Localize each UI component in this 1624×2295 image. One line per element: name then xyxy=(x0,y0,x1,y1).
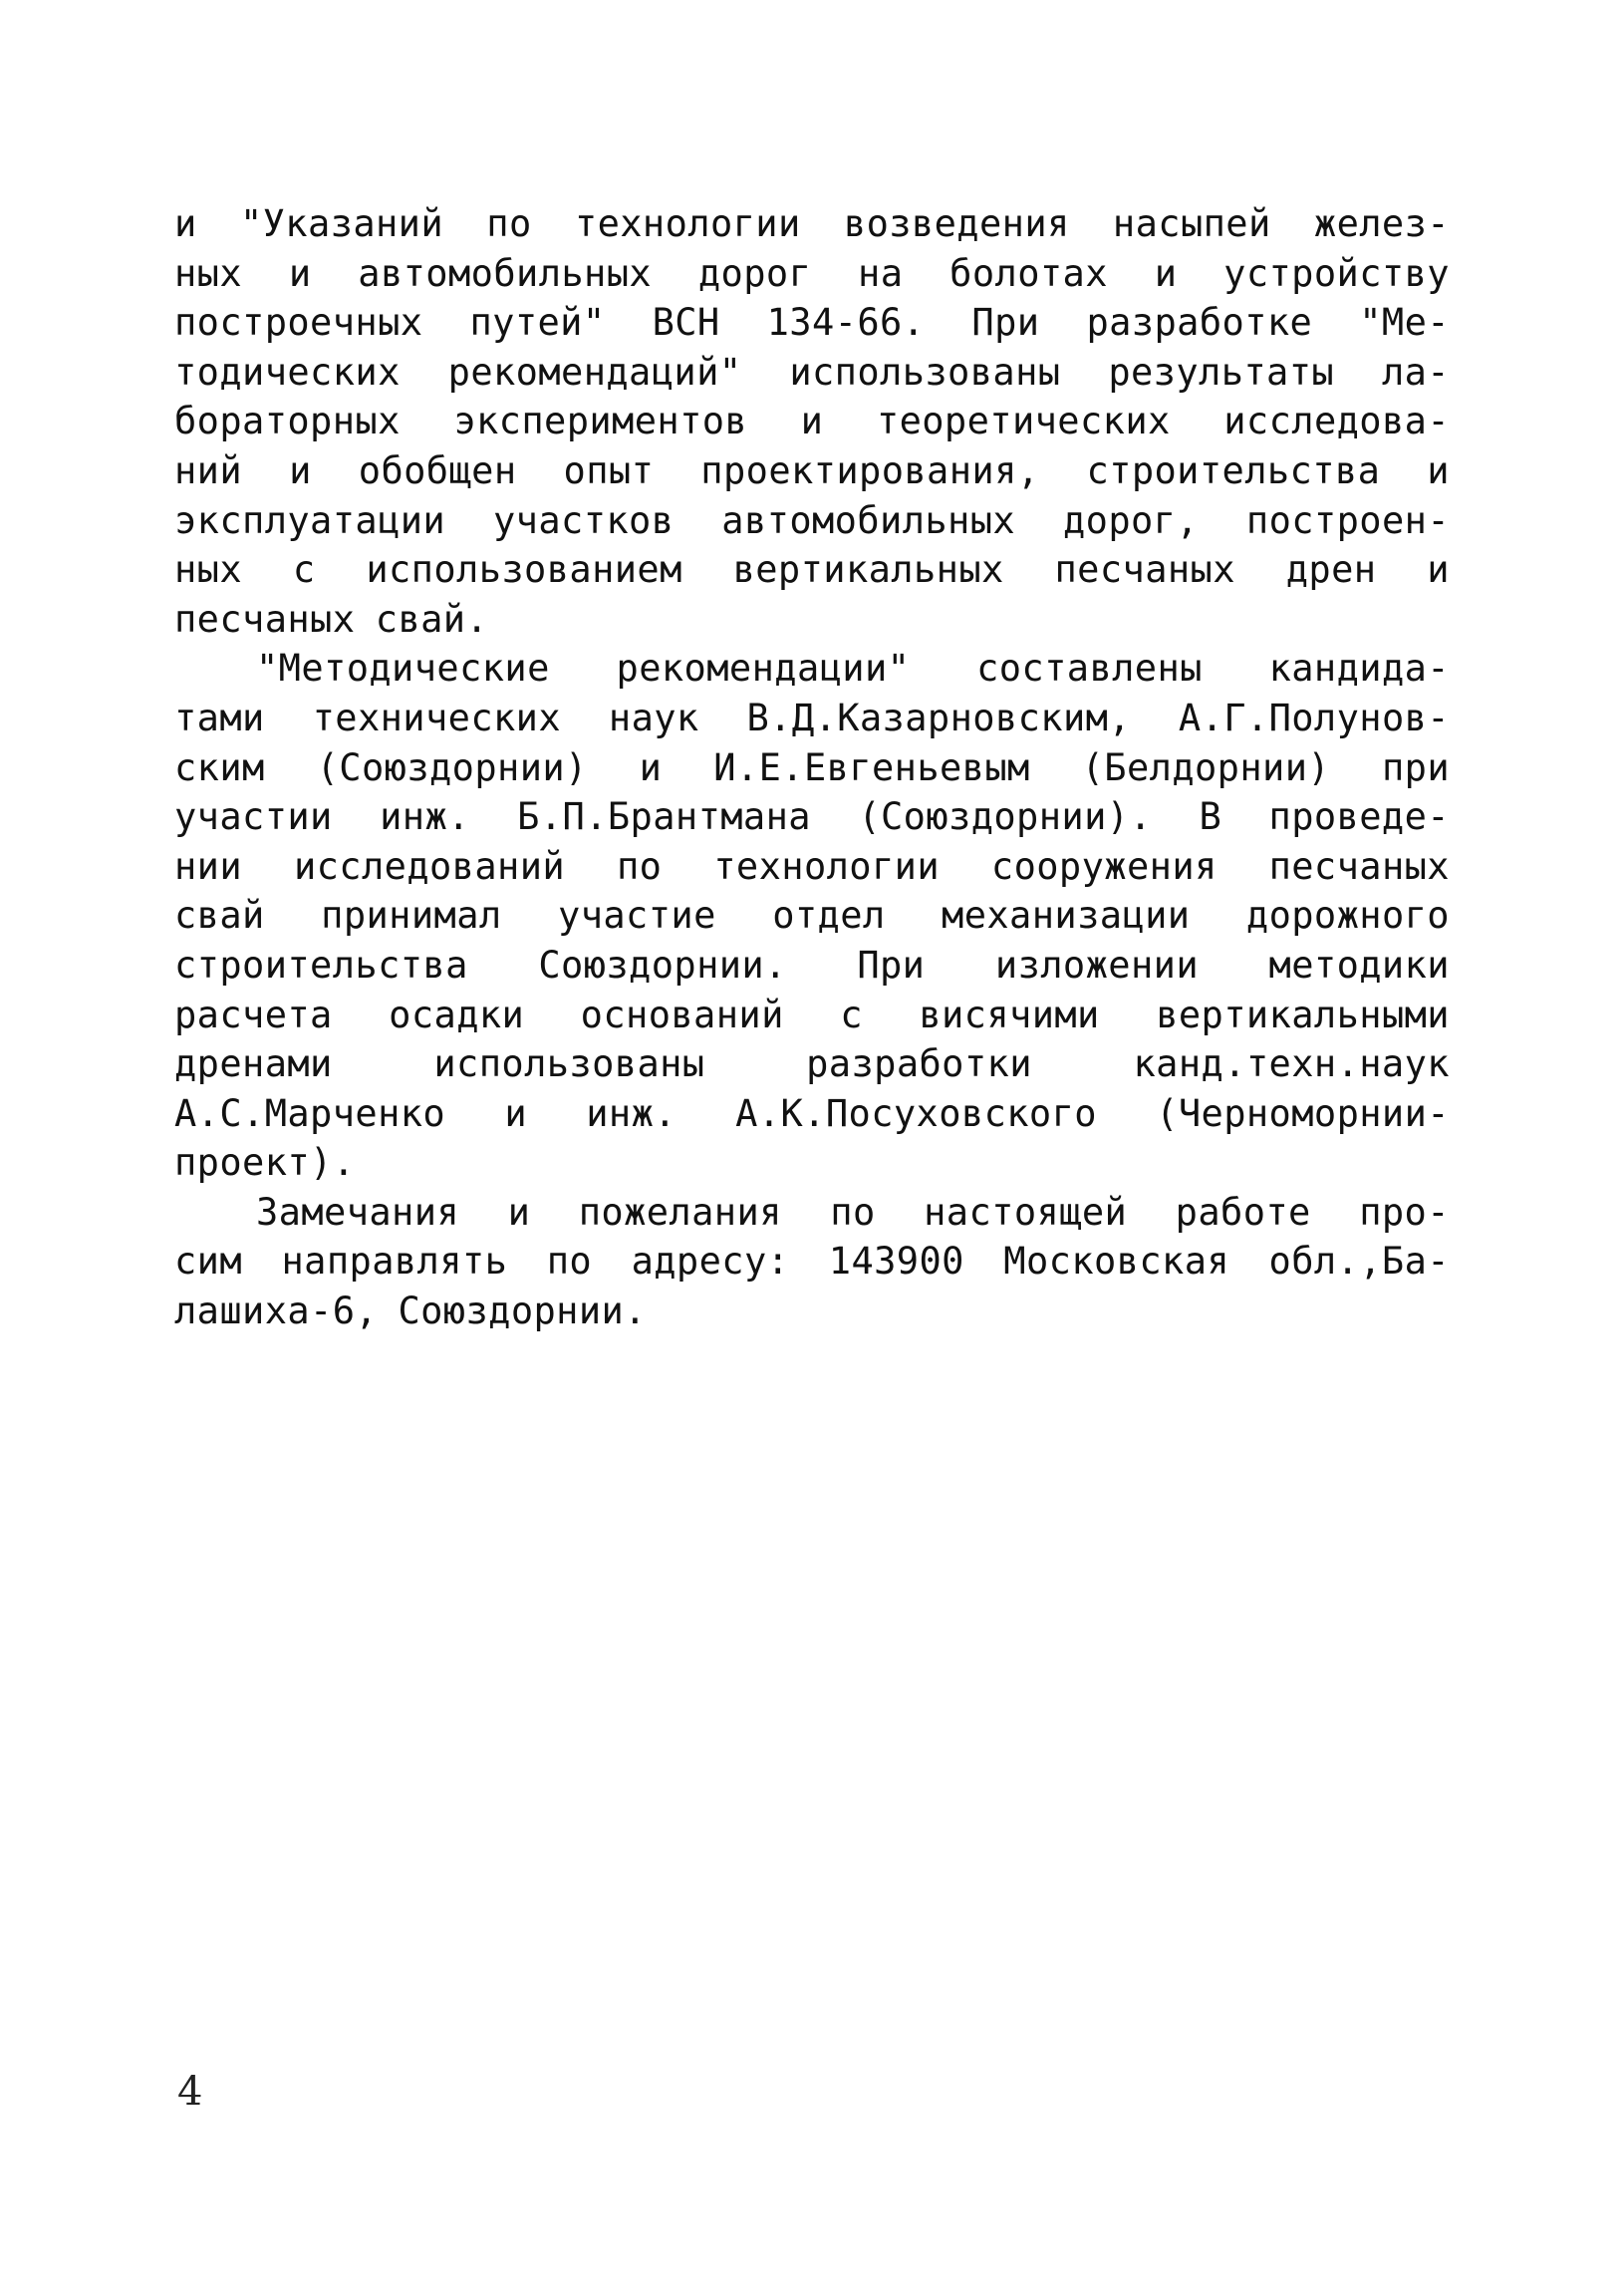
word: пожелания xyxy=(578,1190,782,1234)
word: Замечания xyxy=(256,1190,460,1234)
word: ским xyxy=(174,745,265,789)
word: и xyxy=(800,400,824,443)
word: и xyxy=(504,1091,528,1135)
word: И.Е.Евгеньевым xyxy=(713,745,1030,789)
word: эксплуатации xyxy=(174,498,446,542)
word: по xyxy=(486,202,532,245)
word: результаты xyxy=(1108,350,1335,394)
word: работе xyxy=(1175,1190,1311,1234)
word: использованием xyxy=(366,548,682,592)
word: механизации xyxy=(942,894,1191,938)
word: дорог xyxy=(697,251,812,295)
word: технологии xyxy=(713,844,940,888)
word: и xyxy=(1427,448,1450,492)
word: расчета xyxy=(174,993,333,1036)
word: нии xyxy=(174,844,243,888)
word: принимал xyxy=(321,894,502,938)
word: инж. xyxy=(380,795,470,839)
word: В.Д.Казарновским, xyxy=(746,696,1131,739)
word: и xyxy=(507,1190,531,1234)
word: исследований xyxy=(293,844,566,888)
word: использованы xyxy=(789,350,1061,394)
word: про- xyxy=(1359,1190,1450,1234)
text-line xyxy=(174,1237,1450,1287)
word: опыт xyxy=(563,448,655,492)
word: песчаных xyxy=(174,597,356,641)
word: разработке xyxy=(1086,301,1313,345)
word: использованы xyxy=(433,1042,705,1086)
word: Московская xyxy=(1003,1240,1230,1284)
text-line xyxy=(174,348,1450,398)
word: с xyxy=(292,548,316,592)
word: сим xyxy=(174,1240,243,1284)
word: болотах xyxy=(949,251,1108,295)
word: и xyxy=(288,251,312,295)
word: проект). xyxy=(174,1141,356,1185)
word: технических xyxy=(312,696,562,739)
word: ВСН xyxy=(652,301,720,345)
word: ла- xyxy=(1381,350,1450,394)
text-line xyxy=(174,743,1450,793)
text-line xyxy=(174,644,1450,694)
text-line xyxy=(174,199,1450,249)
word: направлять xyxy=(281,1240,508,1284)
word: участие xyxy=(558,894,716,938)
word: и xyxy=(1154,251,1178,295)
word: рекомендации" xyxy=(616,647,911,691)
word: осадки xyxy=(389,993,525,1036)
word: составлены xyxy=(976,647,1203,691)
word: изложении xyxy=(994,943,1199,987)
word: путей" xyxy=(469,301,606,345)
word: Б.П.Брантмана xyxy=(517,795,811,839)
word: вертикальных xyxy=(732,548,1004,592)
word: лашиха-6, xyxy=(174,1290,379,1333)
word: оснований xyxy=(580,993,784,1036)
word: дорожного xyxy=(1245,894,1450,938)
text-line xyxy=(174,496,1450,546)
word: по xyxy=(616,844,663,888)
word: кандида- xyxy=(1268,647,1450,691)
word: (Союздорнии). xyxy=(858,795,1153,839)
text-line xyxy=(174,991,1450,1040)
word: А.С.Марченко xyxy=(174,1091,446,1135)
word: инж. xyxy=(586,1091,677,1135)
word: В xyxy=(1199,795,1222,839)
word: тами xyxy=(174,696,265,739)
word: строительства xyxy=(1086,448,1381,492)
body-text xyxy=(174,199,1450,1336)
paragraph xyxy=(174,1188,1450,1336)
word: и xyxy=(174,202,197,245)
text-line xyxy=(174,298,1450,348)
word: разработки xyxy=(806,1042,1032,1086)
word: дренами xyxy=(174,1042,333,1086)
paragraph xyxy=(174,199,1450,644)
word: с xyxy=(840,993,863,1036)
text-line xyxy=(174,397,1450,446)
word: свай xyxy=(174,894,265,938)
word: обобщен xyxy=(358,448,517,492)
word: песчаных xyxy=(1054,548,1235,592)
word: отдел xyxy=(772,894,886,938)
text-line xyxy=(174,1089,1450,1139)
word: "Методические xyxy=(256,647,550,691)
word: на xyxy=(858,251,904,295)
word: теоретических xyxy=(876,400,1171,443)
word: технологии xyxy=(574,202,801,245)
word: обл.,Ба- xyxy=(1268,1240,1450,1284)
text-line xyxy=(174,1039,1450,1089)
text-line xyxy=(174,842,1450,892)
word: рекомендаций" xyxy=(447,350,742,394)
word: по xyxy=(546,1240,593,1284)
word: При xyxy=(971,301,1040,345)
text-line xyxy=(174,1188,1450,1238)
word: участии xyxy=(174,795,333,839)
word: "Указаний xyxy=(239,202,444,245)
word: проектирования, xyxy=(700,448,1040,492)
text-line xyxy=(174,694,1450,743)
word: устройству xyxy=(1223,251,1450,295)
word: построечных xyxy=(174,301,423,345)
word: исследова- xyxy=(1223,400,1450,443)
word: 143900 xyxy=(828,1240,964,1284)
word: настоящей xyxy=(924,1190,1128,1234)
word: ний xyxy=(174,448,243,492)
word: участков xyxy=(493,498,675,542)
word: проведе- xyxy=(1268,795,1450,839)
text-line xyxy=(174,249,1450,299)
word: и xyxy=(1427,548,1450,592)
word: (Союздорнии) xyxy=(316,745,588,789)
word: при xyxy=(1381,745,1450,789)
word: (Белдорнии) xyxy=(1081,745,1331,789)
word: и xyxy=(289,448,312,492)
word: тодических xyxy=(174,350,401,394)
word: экспериментов xyxy=(453,400,748,443)
text-line xyxy=(174,595,1450,645)
text-line xyxy=(174,792,1450,842)
word: возведения xyxy=(843,202,1070,245)
word: автомобильных xyxy=(358,251,653,295)
word: (Черноморнии- xyxy=(1156,1091,1450,1135)
text-line xyxy=(174,1287,1450,1336)
word: и xyxy=(639,745,663,789)
word: ных xyxy=(174,251,243,295)
word: "Ме- xyxy=(1359,301,1450,345)
word: канд.техн.наук xyxy=(1133,1042,1450,1086)
word: А.К.Посуховского xyxy=(735,1091,1097,1135)
text-line xyxy=(174,446,1450,496)
text-line xyxy=(174,891,1450,941)
word: автомобильных xyxy=(721,498,1016,542)
word: по xyxy=(830,1190,876,1234)
page-number: 4 xyxy=(177,2069,203,2115)
word: При xyxy=(857,943,926,987)
word: 134-66. xyxy=(766,301,926,345)
word: желез- xyxy=(1313,202,1450,245)
text-line xyxy=(174,941,1450,991)
word: сооружения xyxy=(990,844,1218,888)
word: построен- xyxy=(1245,498,1450,542)
word: дрен xyxy=(1285,548,1377,592)
word: А.Г.Полунов- xyxy=(1178,696,1450,739)
word: дорог, xyxy=(1062,498,1200,542)
word: насыпей xyxy=(1112,202,1271,245)
word: Союздорнии. xyxy=(398,1290,647,1333)
paragraph xyxy=(174,644,1450,1188)
word: Союздорнии. xyxy=(538,943,787,987)
text-line xyxy=(174,545,1450,595)
word: песчаных xyxy=(1268,844,1450,888)
word: висячими xyxy=(919,993,1100,1036)
text-line xyxy=(174,1138,1450,1188)
word: бораторных xyxy=(174,400,401,443)
word: свай. xyxy=(375,597,489,641)
word: методики xyxy=(1268,943,1450,987)
word: строительства xyxy=(174,943,468,987)
word: адресу: xyxy=(631,1240,790,1284)
word: ных xyxy=(174,548,243,592)
word: вертикальными xyxy=(1156,993,1450,1036)
word: наук xyxy=(608,696,699,739)
